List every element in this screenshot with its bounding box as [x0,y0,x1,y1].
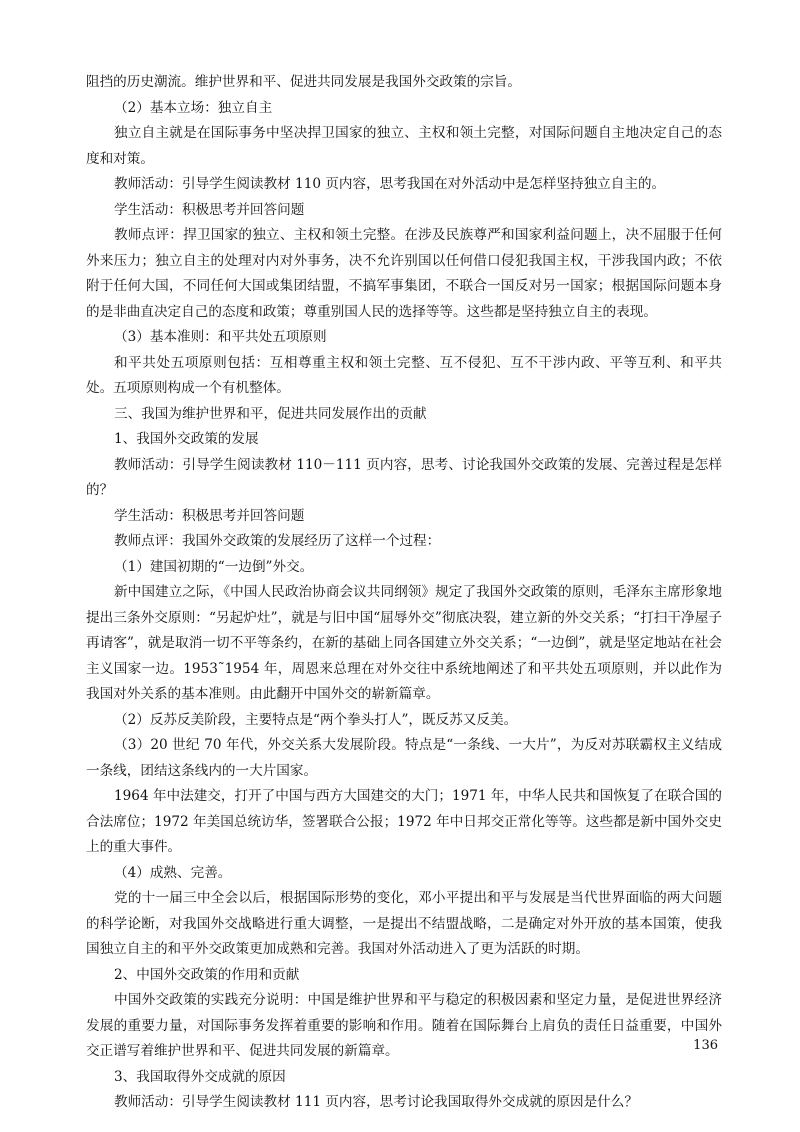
section-heading-three: 三、我国为维护世界和平，促进共同发展作出的贡献 [114,405,427,422]
subheading-anti-soviet-anti-us: （2）反苏反美阶段，主要特点是“两个拳头打人”，既反苏又反美。 [114,711,518,728]
paragraph-continuation: 阻挡的历史潮流。维护世界和平、促进共同发展是我国外交政策的宗旨。 [86,74,521,90]
subheading-lean-to-one-side: （1）建国初期的“一边倒”外交。 [114,558,314,575]
paragraph-third-plenum: 党的十一届三中全会以后，根据国际形势的变化，邓小平提出和平与发展是当代世界面临的两大问题的科学论断，对我国外交战略进行重大调整，一是提出不结盟战略，二是确定对外开放的基本国策，使我国独立自主的和平外交政策更加成熟和完善。我国对外活动进入了更为活跃的时期。 [86,890,722,957]
subheading-maturity: （4）成熟、完善。 [114,864,232,881]
paragraph-major-events: 1964 年中法建交，打开了中国与西方大国建交的大门；1971 年，中华人民共和国恢复了在联合国的合法席位；1972 年美国总统访华，签署联合公报；1972 年中日邦交正常化等等。这些都是新中国外交史上的重大事件。 [86,788,722,855]
paragraph-student-activity-2: 学生活动：积极思考并回答问题 [114,507,305,524]
subheading-role-and-contribution: 2、中国外交政策的作用和贡献 [114,966,300,983]
subheading-reasons: 3、我国取得外交成就的原因 [114,1068,286,1085]
subheading-basic-principle: （3）基本准则：和平共处五项原则 [114,329,327,345]
paragraph-teacher-activity-2: 教师活动：引导学生阅读教材 110－111 页内容，思考、讨论我国外交政策的发展、完善过程是怎样的？ [86,456,722,498]
paragraph-practice-shows: 中国外交政策的实践充分说明：中国是维护世界和平与稳定的积极因素和坚定力量，是促进世界经济发展的重要力量，对国际事务发挥着重要的影响和作用。随着在国际舞台上肩负的责任日益重要，中国外交正谱写着维护世界和平、促进共同发展的新篇章。 [86,992,722,1059]
paragraph-teacher-comment-2: 教师点评：我国外交政策的发展经历了这样一个过程： [114,533,441,549]
paragraph-student-activity-1: 学生活动：积极思考并回答问题 [114,201,305,218]
page-number: 136 [693,1038,718,1053]
paragraph-independence-definition: 独立自主就是在国际事务中坚决捍卫国家的独立、主权和领土完整，对国际问题自主地决定自己的态度和对策。 [86,125,722,167]
paragraph-teacher-activity-3: 教师活动：引导学生阅读教材 111 页内容，思考讨论我国取得外交成就的原因是什么？ [114,1094,638,1110]
paragraph-teacher-activity-1: 教师活动：引导学生阅读教材 110 页内容，思考我国在对外活动中是怎样坚持独立自主的。 [114,176,666,192]
paragraph-five-principles: 和平共处五项原则包括：互相尊重主权和领土完整、互不侵犯、互不干涉内政、平等互利、和平共处。五项原则构成一个有机整体。 [86,354,722,396]
subheading-policy-development: 1、我国外交政策的发展 [114,431,259,447]
subheading-1970s-development: （3）20 世纪 70 年代，外交关系大发展阶段。特点是“一条线、一大片”，为反对苏联霸权主义结成一条线，团结这条线内的一大片国家。 [86,737,722,779]
subheading-basic-stance: （2）基本立场：独立自主 [114,99,273,116]
paragraph-new-china-founding: 新中国建立之际，《中国人民政治协商会议共同纲领》规定了我国外交政策的原则，毛泽东主席形象地提出三条外交原则：“另起炉灶”，就是与旧中国“屈辱外交”彻底决裂，建立新的外交关系；“打扫干净屋子再请客”，就是取消一切不平等条约，在新的基础上同各国建立外交关系；“一边倒”，就是坚定地站在社会主义国家一边。1953˜1954 年，周恩来总理在对外交往中系统地阐述了和平共处五项原则，并以此作为我国对外关系的基本准则。由此翻开中国外交的崭新篇章。 [86,584,722,702]
document-body [86,70,722,1116]
paragraph-teacher-comment-1: 教师点评：捍卫国家的独立、主权和领土完整。在涉及民族尊严和国家利益问题上，决不屈服于任何外来压力；独立自主的处理对内对外事务，决不允许别国以任何借口侵犯我国主权，干涉我国内政；不依附于任何大国，不同任何大国或集团结盟，不搞军事集团，不联合一国反对另一国家；根据国际问题本身的是非曲直决定自己的态度和政策；尊重别国人民的选择等等。这些都是坚持独立自主的表现。 [86,227,722,320]
